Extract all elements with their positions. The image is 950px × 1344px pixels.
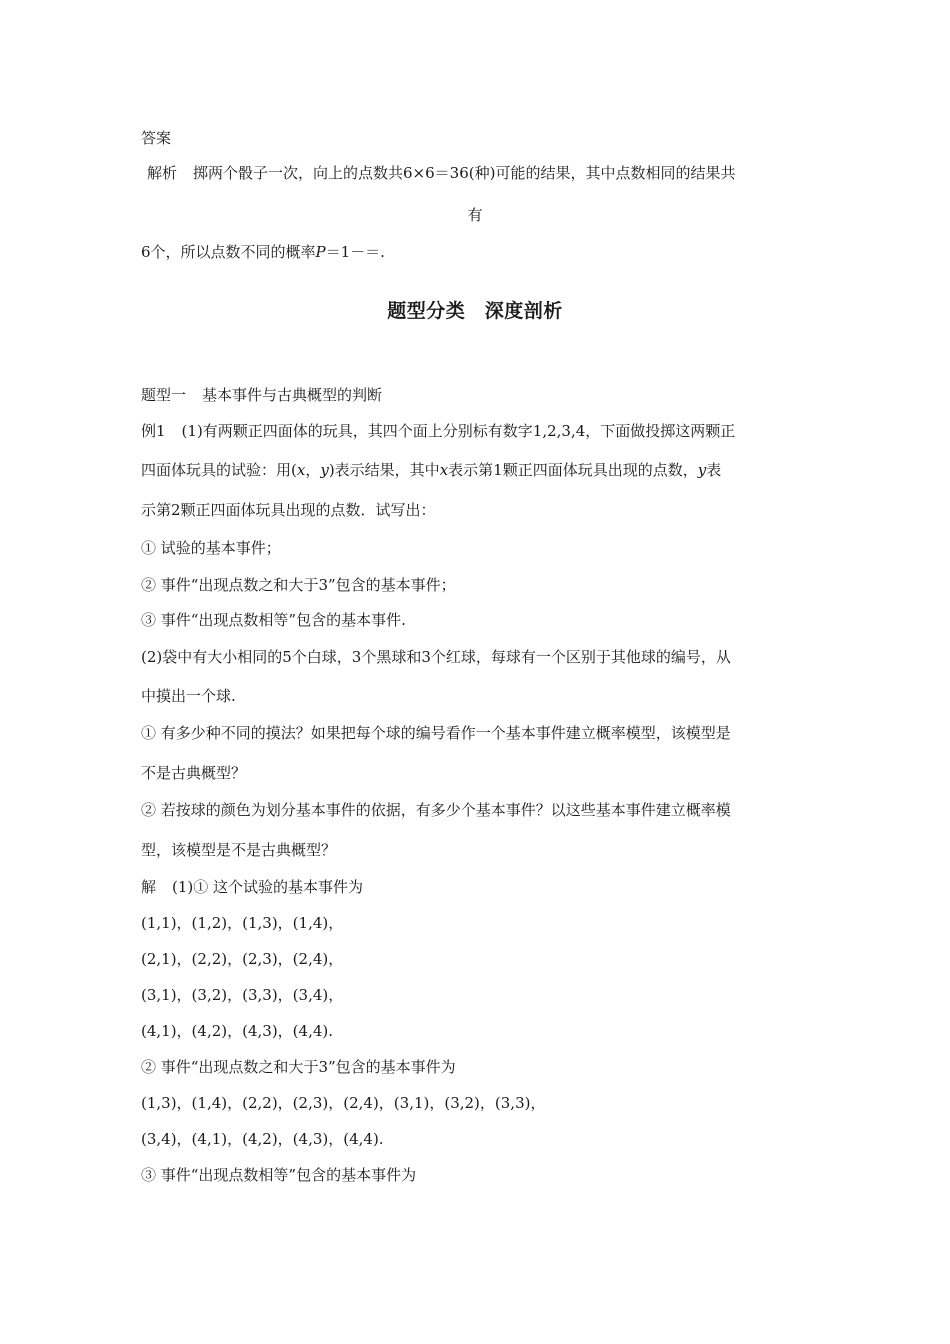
- analysis-text: 掷两个骰子一次，向上的点数共6×6＝36(种)可能的结果，其中点数相同的结果共: [193, 164, 736, 182]
- solution-row-3: (3,1)，(3,2)，(3,3)，(3,4)，: [141, 986, 344, 1004]
- example-question-1: ① 试验的基本事件；: [141, 539, 281, 557]
- solution-label: 解: [141, 878, 157, 896]
- example-part2-q1-line-1: ① 有多少种不同的摸法？如果把每个球的编号看作一个基本事件建立概率模型，该模型是: [141, 724, 731, 742]
- solution-intro: [141, 877, 821, 897]
- solution-part2-title: ② 事件“出现点数之和大于3”包含的基本事件为: [141, 1058, 456, 1076]
- topic-label: 题型一: [141, 386, 187, 404]
- example-line-2-b: ，: [305, 461, 321, 479]
- example-line-1-text: (1)有两颗正四面体的玩具，其四个面上分别标有数字1,2,3,4，下面做投掷这两颗正: [181, 422, 736, 440]
- variable-p: P: [315, 243, 326, 261]
- analysis-line-3-end: ＝1－＝.: [325, 243, 385, 261]
- answer-label: 答案: [141, 129, 172, 147]
- section-title: 题型分类 深度剖析: [387, 300, 563, 322]
- variable-x: x: [296, 461, 306, 479]
- example-line-2-d: 表示第1颗正四面体玩具出现的点数，: [448, 461, 698, 479]
- analysis-line-2: 有: [467, 206, 483, 224]
- analysis-line-3: [141, 242, 821, 262]
- example-line-2: [141, 460, 821, 480]
- solution-part3-title: ③ 事件“出现点数相等”包含的基本事件为: [141, 1166, 417, 1184]
- solution-row-4: (4,1)，(4,2)，(4,3)，(4,4).: [141, 1022, 334, 1040]
- solution-row-1: (1,1)，(1,2)，(1,3)，(1,4)，: [141, 914, 344, 932]
- example-part2-q2-line-1: ② 若按球的颜色为划分基本事件的依据，有多少个基本事件？以这些基本事件建立概率模: [141, 801, 731, 819]
- example-part2-line-2: 中摸出一个球.: [141, 687, 236, 705]
- example-line-3: 示第2颗正四面体玩具出现的点数．试写出：: [141, 501, 436, 519]
- example-question-2: ② 事件“出现点数之和大于3”包含的基本事件；: [141, 576, 456, 594]
- variable-x: x: [439, 461, 449, 479]
- solution-part2-row-1: (1,3)，(1,4)，(2,2)，(2,3)，(2,4)，(3,1)，(3,2)，(3,3)，: [141, 1094, 546, 1112]
- analysis-line-3-text: 6个，所以点数不同的概率: [141, 243, 316, 261]
- variable-y: y: [320, 461, 329, 479]
- topic-title: 基本事件与古典概型的判断: [202, 386, 383, 404]
- solution-intro-text: (1)① 这个试验的基本事件为: [172, 878, 364, 896]
- example-line-2-e: 表: [706, 461, 722, 479]
- example-line-2-a: 四面体玩具的试验：用(: [141, 461, 297, 479]
- topic-heading: [141, 385, 821, 405]
- analysis-line-1: [147, 163, 827, 183]
- solution-part2-row-2: (3,4)，(4,1)，(4,2)，(4,3)，(4,4).: [141, 1130, 384, 1148]
- example-line-2-c: )表示结果，其中: [328, 461, 440, 479]
- example-question-3: ③ 事件“出现点数相等”包含的基本事件.: [141, 611, 406, 629]
- example-part2-q2-line-2: 型，该模型是不是古典概型？: [141, 841, 337, 859]
- example-part2-q1-line-2: 不是古典概型？: [141, 764, 247, 782]
- variable-y: y: [697, 461, 707, 479]
- example-line-1: [141, 421, 821, 441]
- analysis-label: 解析: [147, 164, 178, 182]
- example-part2-line-1: (2)袋中有大小相同的5个白球，3个黑球和3个红球，每球有一个区别于其他球的编号，从: [141, 648, 731, 666]
- example-label: 例1: [141, 422, 166, 440]
- solution-row-2: (2,1)，(2,2)，(2,3)，(2,4)，: [141, 950, 344, 968]
